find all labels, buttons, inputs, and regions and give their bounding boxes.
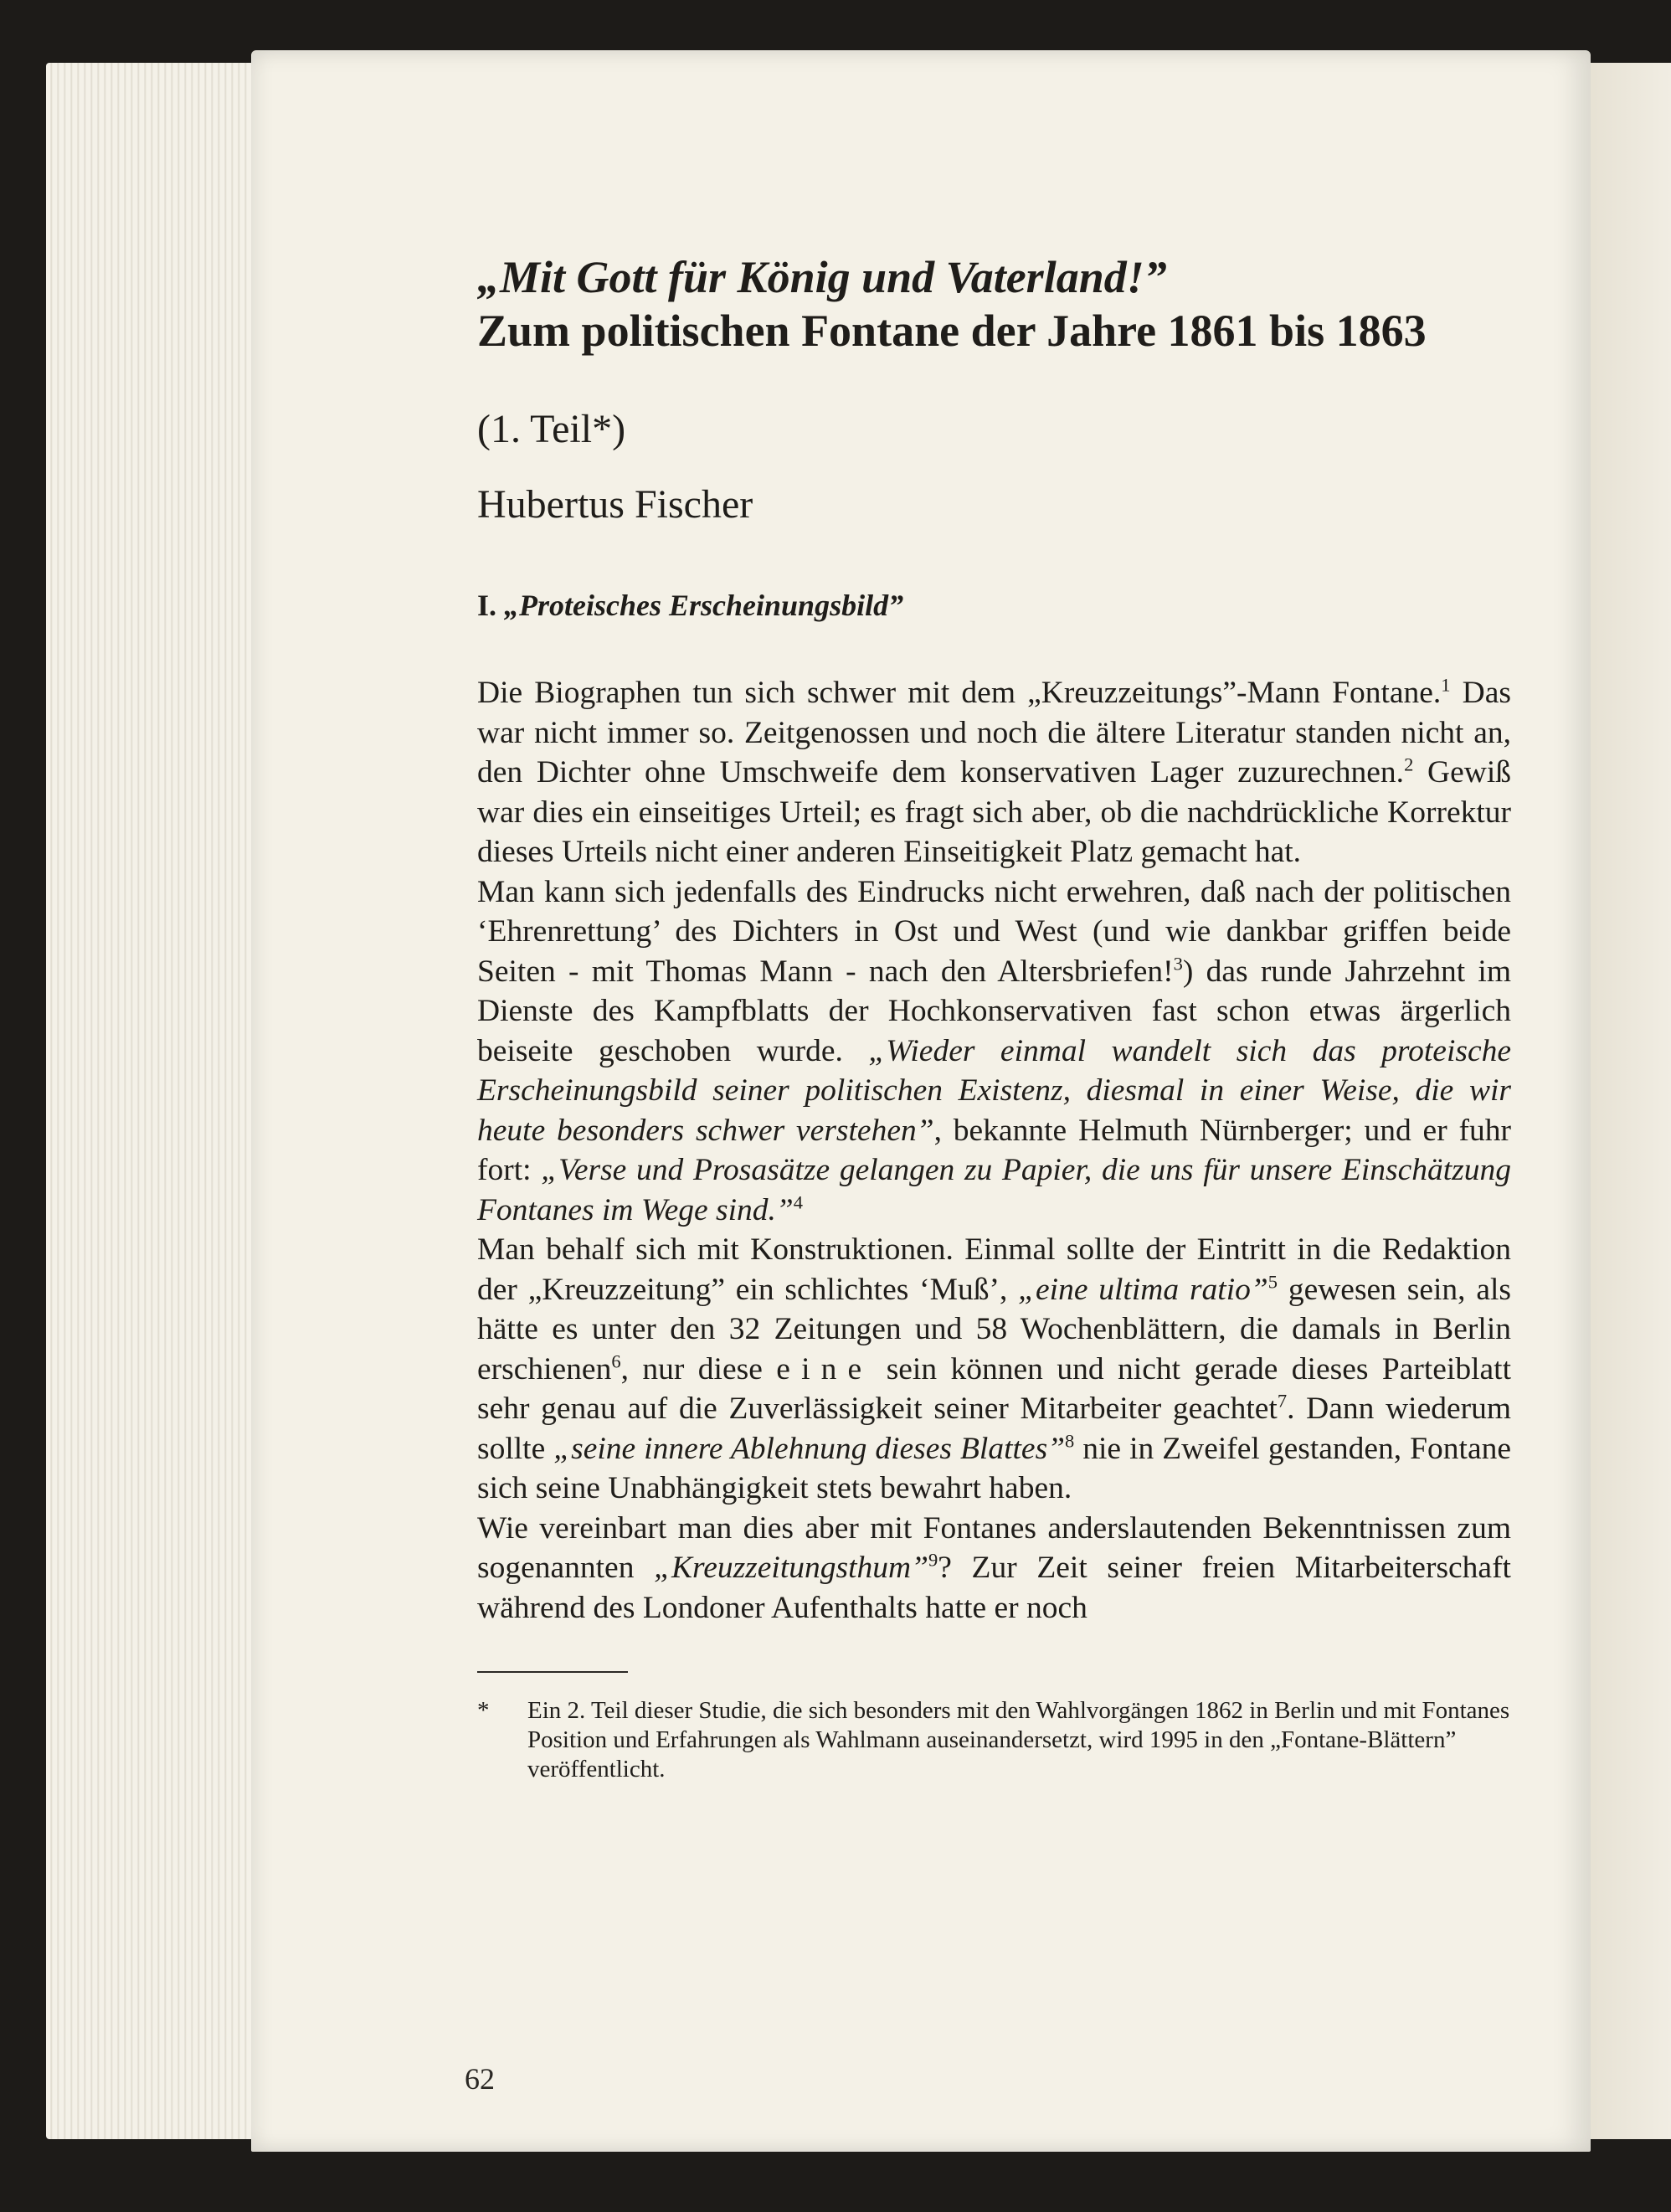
footnote-rule xyxy=(477,1671,628,1673)
text-run: Das war nicht immer so. Zeitgenossen und noch die ältere Literatur standen nicht an, den Dichter ohne Umschweife dem konservativen Lager zuzurechnen. xyxy=(477,676,1511,790)
author-name: Hubertus Fischer xyxy=(477,482,753,527)
footnote-ref-2: 2 xyxy=(1404,754,1414,775)
quotation: „seine innere Ablehnung dieses Blattes” xyxy=(553,1431,1066,1466)
paragraph-2 xyxy=(477,872,1511,1231)
footnote-ref-7: 7 xyxy=(1277,1390,1288,1412)
text-run: ? Zur Zeit seiner freien Mitarbeiterschaft während des Londoner Aufenthalts hatte er noch xyxy=(477,1551,1511,1625)
footnote-text: Ein 2. Teil dieser Studie, die sich besonders mit den Wahlvorgängen 1862 in Berlin und mit Fontanes Position und Erfahrungen als Wahlmann auseinandersetzt, wird 1995 in den „Fontane-Blättern” veröffentlicht. xyxy=(527,1697,1510,1783)
text-run: , bekannte Helmuth Nürnberger; und er fuhr fort: xyxy=(477,1113,1511,1188)
text-run: Man behalf sich mit Konstruktionen. Einmal sollte der Eintritt in die Redaktion der „Kreuzzeitung” ein schlichtes ‘Muß’, xyxy=(477,1232,1511,1307)
body-text xyxy=(477,673,1511,1628)
text-run: , nur diese xyxy=(620,1351,777,1386)
text-run: Man kann sich jedenfalls des Eindrucks nicht erwehren, daß nach der politischen ‘Ehrenrettung’ des Dichters in Ost und West (und wie dankbar griffen beide Seiten - mit Thomas Mann - nach den Altersbriefen! xyxy=(477,874,1511,989)
footnote-ref-6: 6 xyxy=(611,1350,621,1372)
section-heading xyxy=(477,588,1511,623)
text-run: ) das runde Jahrzehnt im Dienste des Kampfblatts der Hochkonservativen fast schon etwas ärgerlich beiseite geschoben wurde. xyxy=(477,954,1511,1068)
page-content xyxy=(477,251,1511,1784)
text-run: Die Biographen tun sich schwer mit dem „Kreuzzeitungs”-Mann Fontane. xyxy=(477,676,1442,711)
paragraph-3 xyxy=(477,1230,1511,1509)
footnote xyxy=(477,1696,1511,1784)
footnote-mark: * xyxy=(477,1697,490,1725)
part-label: (1. Teil*) xyxy=(477,407,626,452)
text-run: sein können und nicht gerade dieses Parteiblatt sehr genau auf die Zuverlässigkeit seiner Mitarbeiter geachtet xyxy=(477,1351,1512,1427)
paragraph-4 xyxy=(477,1509,1511,1628)
text-run: Gewiß war dies ein einseitiges Urteil; es fragt sich aber, ob die nachdrückliche Korrektur dieses Urteils nicht einer anderen Einseitigkeit Platz gemacht hat. xyxy=(477,755,1511,870)
footnote-ref-3: 3 xyxy=(1173,953,1183,975)
quotation: „Kreuzzeitungsthum” xyxy=(654,1551,928,1586)
text-run: . Dann wiederum sollte xyxy=(477,1392,1512,1466)
quotation: „eine ultima ratio” xyxy=(1018,1272,1268,1307)
title-line-2: Zum politischen Fontane der Jahre 1861 bis 1863 xyxy=(477,305,1427,356)
paragraph-1 xyxy=(477,673,1511,872)
footnote-ref-5: 5 xyxy=(1267,1271,1278,1293)
text-run: gewesen sein, als hätte es unter den 32 Zeitungen und 58 Wochenblättern, die damals in Berlin erschienen xyxy=(477,1272,1512,1386)
title-line-1: „Mit Gott für König und Vaterland!” xyxy=(477,252,1167,302)
text-run: Wie vereinbart man dies aber mit Fontanes anderslautenden Bekenntnissen zum sogenannten xyxy=(477,1510,1511,1586)
book-page xyxy=(251,50,1591,2152)
section-title: „Proteisches Erscheinungsbild” xyxy=(504,589,904,623)
facing-page xyxy=(1586,63,1671,2139)
footnote-ref-1: 1 xyxy=(1441,674,1451,696)
footnote-ref-9: 9 xyxy=(928,1549,938,1571)
quotation: „Wieder einmal wandelt sich das proteische Erscheinungsbild seiner politischen Existenz, diesmal in einer Weise, die wir heute besonders schwer verstehen” xyxy=(477,1033,1511,1148)
article-title xyxy=(477,251,1511,358)
page-number: 62 xyxy=(465,2062,495,2096)
quotation: „Verse und Prosasätze gelangen zu Papier, die uns für unsere Einschätzung Fontanes im Wege sind.” xyxy=(477,1153,1511,1227)
footnote-ref-8: 8 xyxy=(1065,1430,1075,1452)
emphasized-word: eine xyxy=(776,1351,873,1386)
text-run: nie in Zweifel gestanden, Fontane sich seine Unabhängigkeit stets bewahrt haben. xyxy=(477,1431,1511,1506)
section-number: I. xyxy=(477,589,497,623)
footnote-ref-4: 4 xyxy=(793,1191,804,1213)
